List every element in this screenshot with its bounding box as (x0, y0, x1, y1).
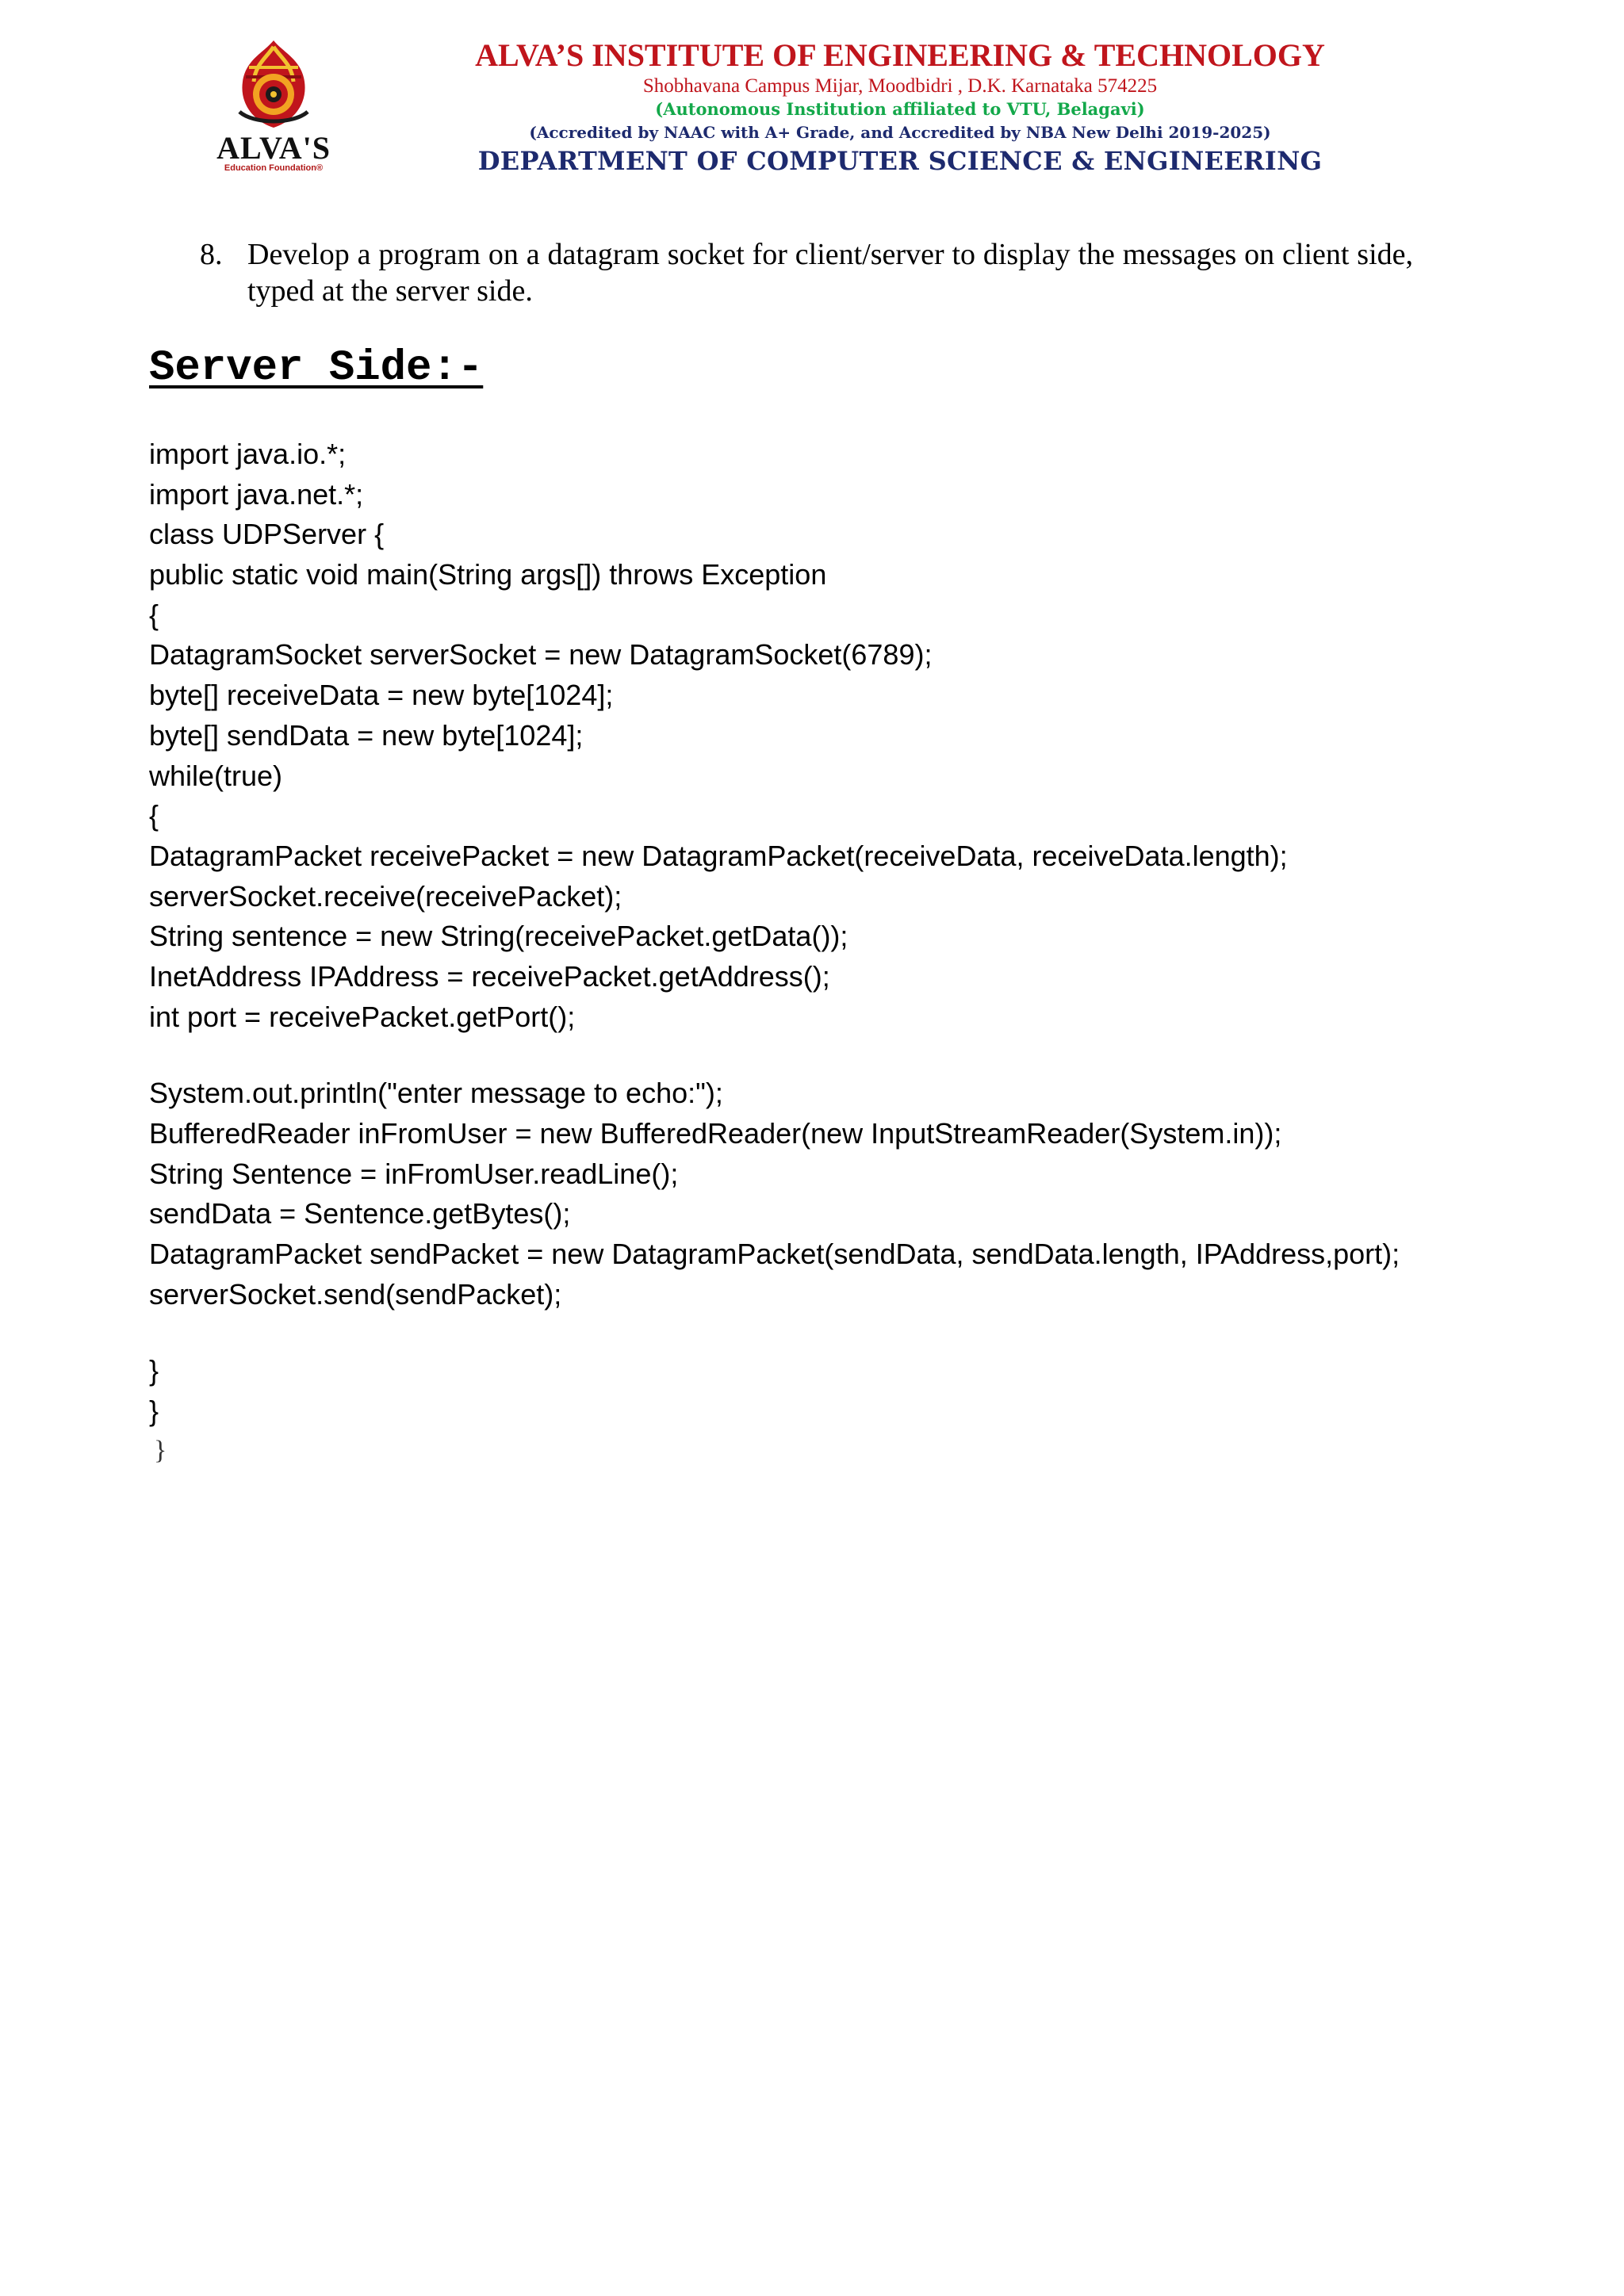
code-line: DatagramPacket sendPacket = new DatagramPacket(sendData, sendData.length, IPAddress,port); (149, 1238, 1400, 1271)
question-text: Develop a program on a datagram socket for client/server to display the messages on client side, typed at the server side. (247, 238, 1413, 308)
institute-name: ALVA’S INSTITUTE OF ENGINEERING & TECHNOLOGY (475, 37, 1325, 73)
code-line: { (149, 598, 159, 631)
code-line: } (149, 1395, 159, 1428)
question-number: 8. (200, 238, 223, 271)
closing-brace: } (154, 1436, 167, 1465)
code-line: import java.io.*; (149, 438, 347, 470)
code-line: String Sentence = inFromUser.readLine(); (149, 1157, 679, 1190)
code-line: DatagramPacket receivePacket = new DatagramPacket(receiveData, receiveData.length); (149, 839, 1288, 872)
code-line: sendData = Sentence.getBytes(); (149, 1197, 571, 1230)
code-line: public static void main(String args[]) throws Exception (149, 558, 827, 591)
code-line: serverSocket.send(sendPacket); (149, 1277, 562, 1311)
code-line: int port = receivePacket.getPort(); (149, 1000, 576, 1033)
question (200, 236, 1413, 309)
institute-address: Shobhavana Campus Mijar, Moodbidri , D.K. Karnataka 574225 (642, 75, 1158, 97)
code-line: System.out.println("enter message to echo:"); (149, 1077, 723, 1110)
department-name: DEPARTMENT OF COMPUTER SCIENCE & ENGINEERING (477, 146, 1323, 176)
code-line: byte[] sendData = new byte[1024]; (149, 718, 584, 752)
autonomous-status: (Autonomous Institution affiliated to VTU, Belagavi) (655, 99, 1145, 119)
section-title: Server Side:- (149, 344, 484, 392)
code-line: { (149, 799, 159, 832)
code-line: String sentence = new String(receivePacket.getData()); (149, 920, 848, 953)
code-block (149, 434, 1561, 1432)
code-line: BufferedReader inFromUser = new BufferedReader(new InputStreamReader(System.in)); (149, 1117, 1282, 1150)
code-line: byte[] receiveData = new byte[1024]; (149, 679, 614, 712)
code-line (149, 1037, 1561, 1073)
code-line: import java.net.*; (149, 477, 364, 511)
code-line: DatagramSocket serverSocket = new DatagramSocket(6789); (149, 638, 933, 672)
logo-subtext: Education Foundation® (224, 163, 324, 173)
code-line: serverSocket.receive(receivePacket); (149, 879, 622, 913)
accreditation-line: (Accredited by NAAC with A+ Grade, and Accredited by NBA New Delhi 2019-2025) (529, 123, 1271, 142)
institution-logo (190, 36, 357, 178)
code-line (149, 1314, 1561, 1351)
code-line: InetAddress IPAddress = receivePacket.getAddress(); (149, 959, 830, 993)
code-line: class UDPServer { (149, 518, 385, 551)
code-line: while(true) (149, 759, 283, 792)
letterhead (381, 36, 1419, 178)
logo-wordmark: ALVA'S (216, 130, 331, 166)
code-line: } (149, 1354, 159, 1387)
